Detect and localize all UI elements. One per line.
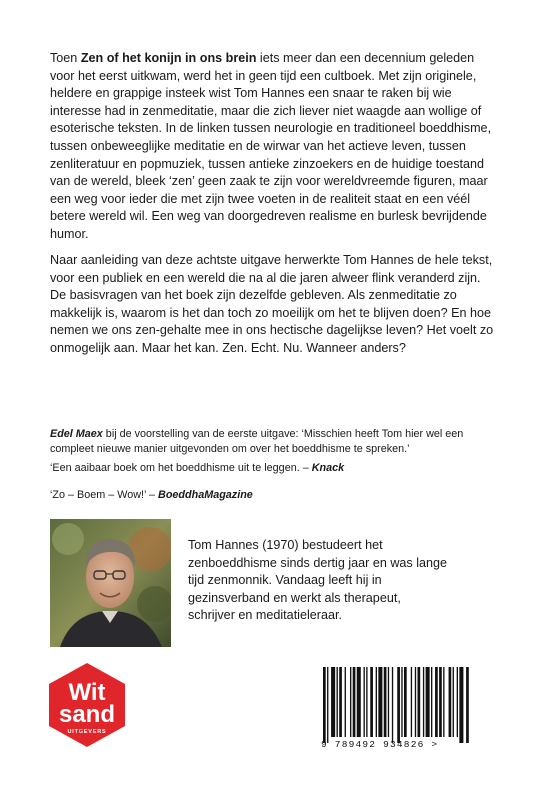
barcode-bar [337, 667, 338, 737]
barcode-bar [339, 667, 342, 737]
barcode-bar [439, 667, 442, 737]
barcode-bar [357, 667, 361, 737]
barcode-bar [426, 667, 430, 737]
author-portrait-image [50, 519, 171, 647]
barcode-bar [345, 667, 346, 737]
barcode-bar [392, 667, 393, 743]
barcode-bar [364, 667, 365, 737]
barcode-bar [350, 667, 351, 737]
barcode-bar [431, 667, 432, 737]
barcode-bar [418, 667, 421, 737]
book-title: Zen of het konijn in ons brein [80, 51, 257, 65]
barcode-bar [384, 667, 387, 737]
barcode-bar [366, 667, 367, 737]
quote-knack [50, 461, 498, 476]
barcode-bar [370, 667, 373, 737]
publisher-logo [47, 662, 127, 748]
barcode-bar [449, 667, 452, 737]
quote-source: Knack [311, 462, 345, 474]
description-paragraph-1 [50, 50, 500, 244]
barcode-bar [466, 667, 469, 743]
logo-line-3: UITGEVERS [67, 729, 107, 735]
description-body: iets meer dan een decennium geleden voor het eerst uitkwam, werd het in geen tijd een cultboek. Met zijn originele, heldere en grappige insteek wist Tom Hannes een snaar te raken bij wie interesse had in zenmeditatie, maar die zich liever niet waagde aan wollige of esoterische teksten. In de linken tussen neurologie en traditioneel boeddhisme, tussen onbeweeglijke meditatie en de wirwar van het actieve leven, tussen zenliteratuur en popmuziek, tussen antieke zinzoekers en de huidige toestand van de wereld, bleek ‘zen’ geen zaak te zijn voor wereldvreemde figuren, maar een weg voor ieder die met zijn twee voeten in de realiteit staat en een véél betere wereld wil. Een weg van doorgedreven realisme en burlesk bevrijdende humor. [50, 51, 492, 241]
barcode-bar [423, 667, 424, 737]
barcode-bar [323, 667, 326, 743]
author-bio: Tom Hannes (1970) bestudeert het zenboeddhisme sinds dertig jaar en was lange tijd zenmonnik. Vandaag leeft hij in gezinsverband en werkt als therapeut, schrijver en meditatieleraar. [188, 538, 448, 623]
barcode-bar [415, 667, 416, 737]
author-photo [50, 519, 171, 647]
barcode-bar [327, 667, 328, 743]
barcode-bar [388, 667, 389, 737]
quote-text: bij de voorstelling van de eerste uitgave: ‘Misschien heeft Tom hier wel een compleet nieuwe manier uitgevonden om over het boeddhisme te spreken.’ [50, 428, 464, 455]
barcode-bar [404, 667, 407, 737]
isbn-number: 9 789492 934826 > [321, 739, 439, 750]
quote-text: ‘Een aaibaar boek om het boeddhisme uit te leggen. – [50, 462, 312, 474]
quote-edel-maex [50, 427, 498, 456]
logo-line-1: Wit [68, 679, 106, 706]
barcode-bar [457, 667, 458, 737]
barcode-bar [331, 667, 335, 737]
quote-source: BoeddhaMagazine [158, 489, 253, 501]
barcode-bar [443, 667, 444, 737]
witsand-logo-icon [47, 662, 127, 748]
description-paragraph-2: Naar aanleiding van deze achtste uitgave herwerkte Tom Hannes de hele tekst, voor een publiek en een wereld die na al die jaren alweer flink veranderd zijn. De basisvragen van het boek zijn dezelfde gebleven. Als zenmeditatie zo makkelijk is, waarom is het dan toch zo moeilijk om het te blijven doen? En hoe nemen we ons zen-gehalte mee in ons hectische dagelijkse leven? Het voelt zo onmogelijk aan. Maar het kan. Zen. Echt. Nu. Wanneer anders? [50, 253, 494, 355]
description-intro: Toen [50, 51, 81, 65]
quote-author: Edel Maex [50, 428, 103, 440]
barcode-bar [453, 667, 454, 737]
barcode-bar [353, 667, 356, 737]
barcode-bar [401, 667, 402, 737]
barcode-bar [376, 667, 377, 737]
barcode-bar [411, 667, 412, 737]
logo-line-2: sand [58, 701, 116, 728]
barcode-bar [378, 667, 382, 737]
quote-text: ‘Zo – Boem – Wow!’ – [50, 489, 159, 501]
quote-boeddhamagazine [50, 488, 498, 503]
barcode-bar [435, 667, 438, 737]
barcode-bar [397, 667, 400, 743]
barcode-bar [459, 667, 463, 743]
